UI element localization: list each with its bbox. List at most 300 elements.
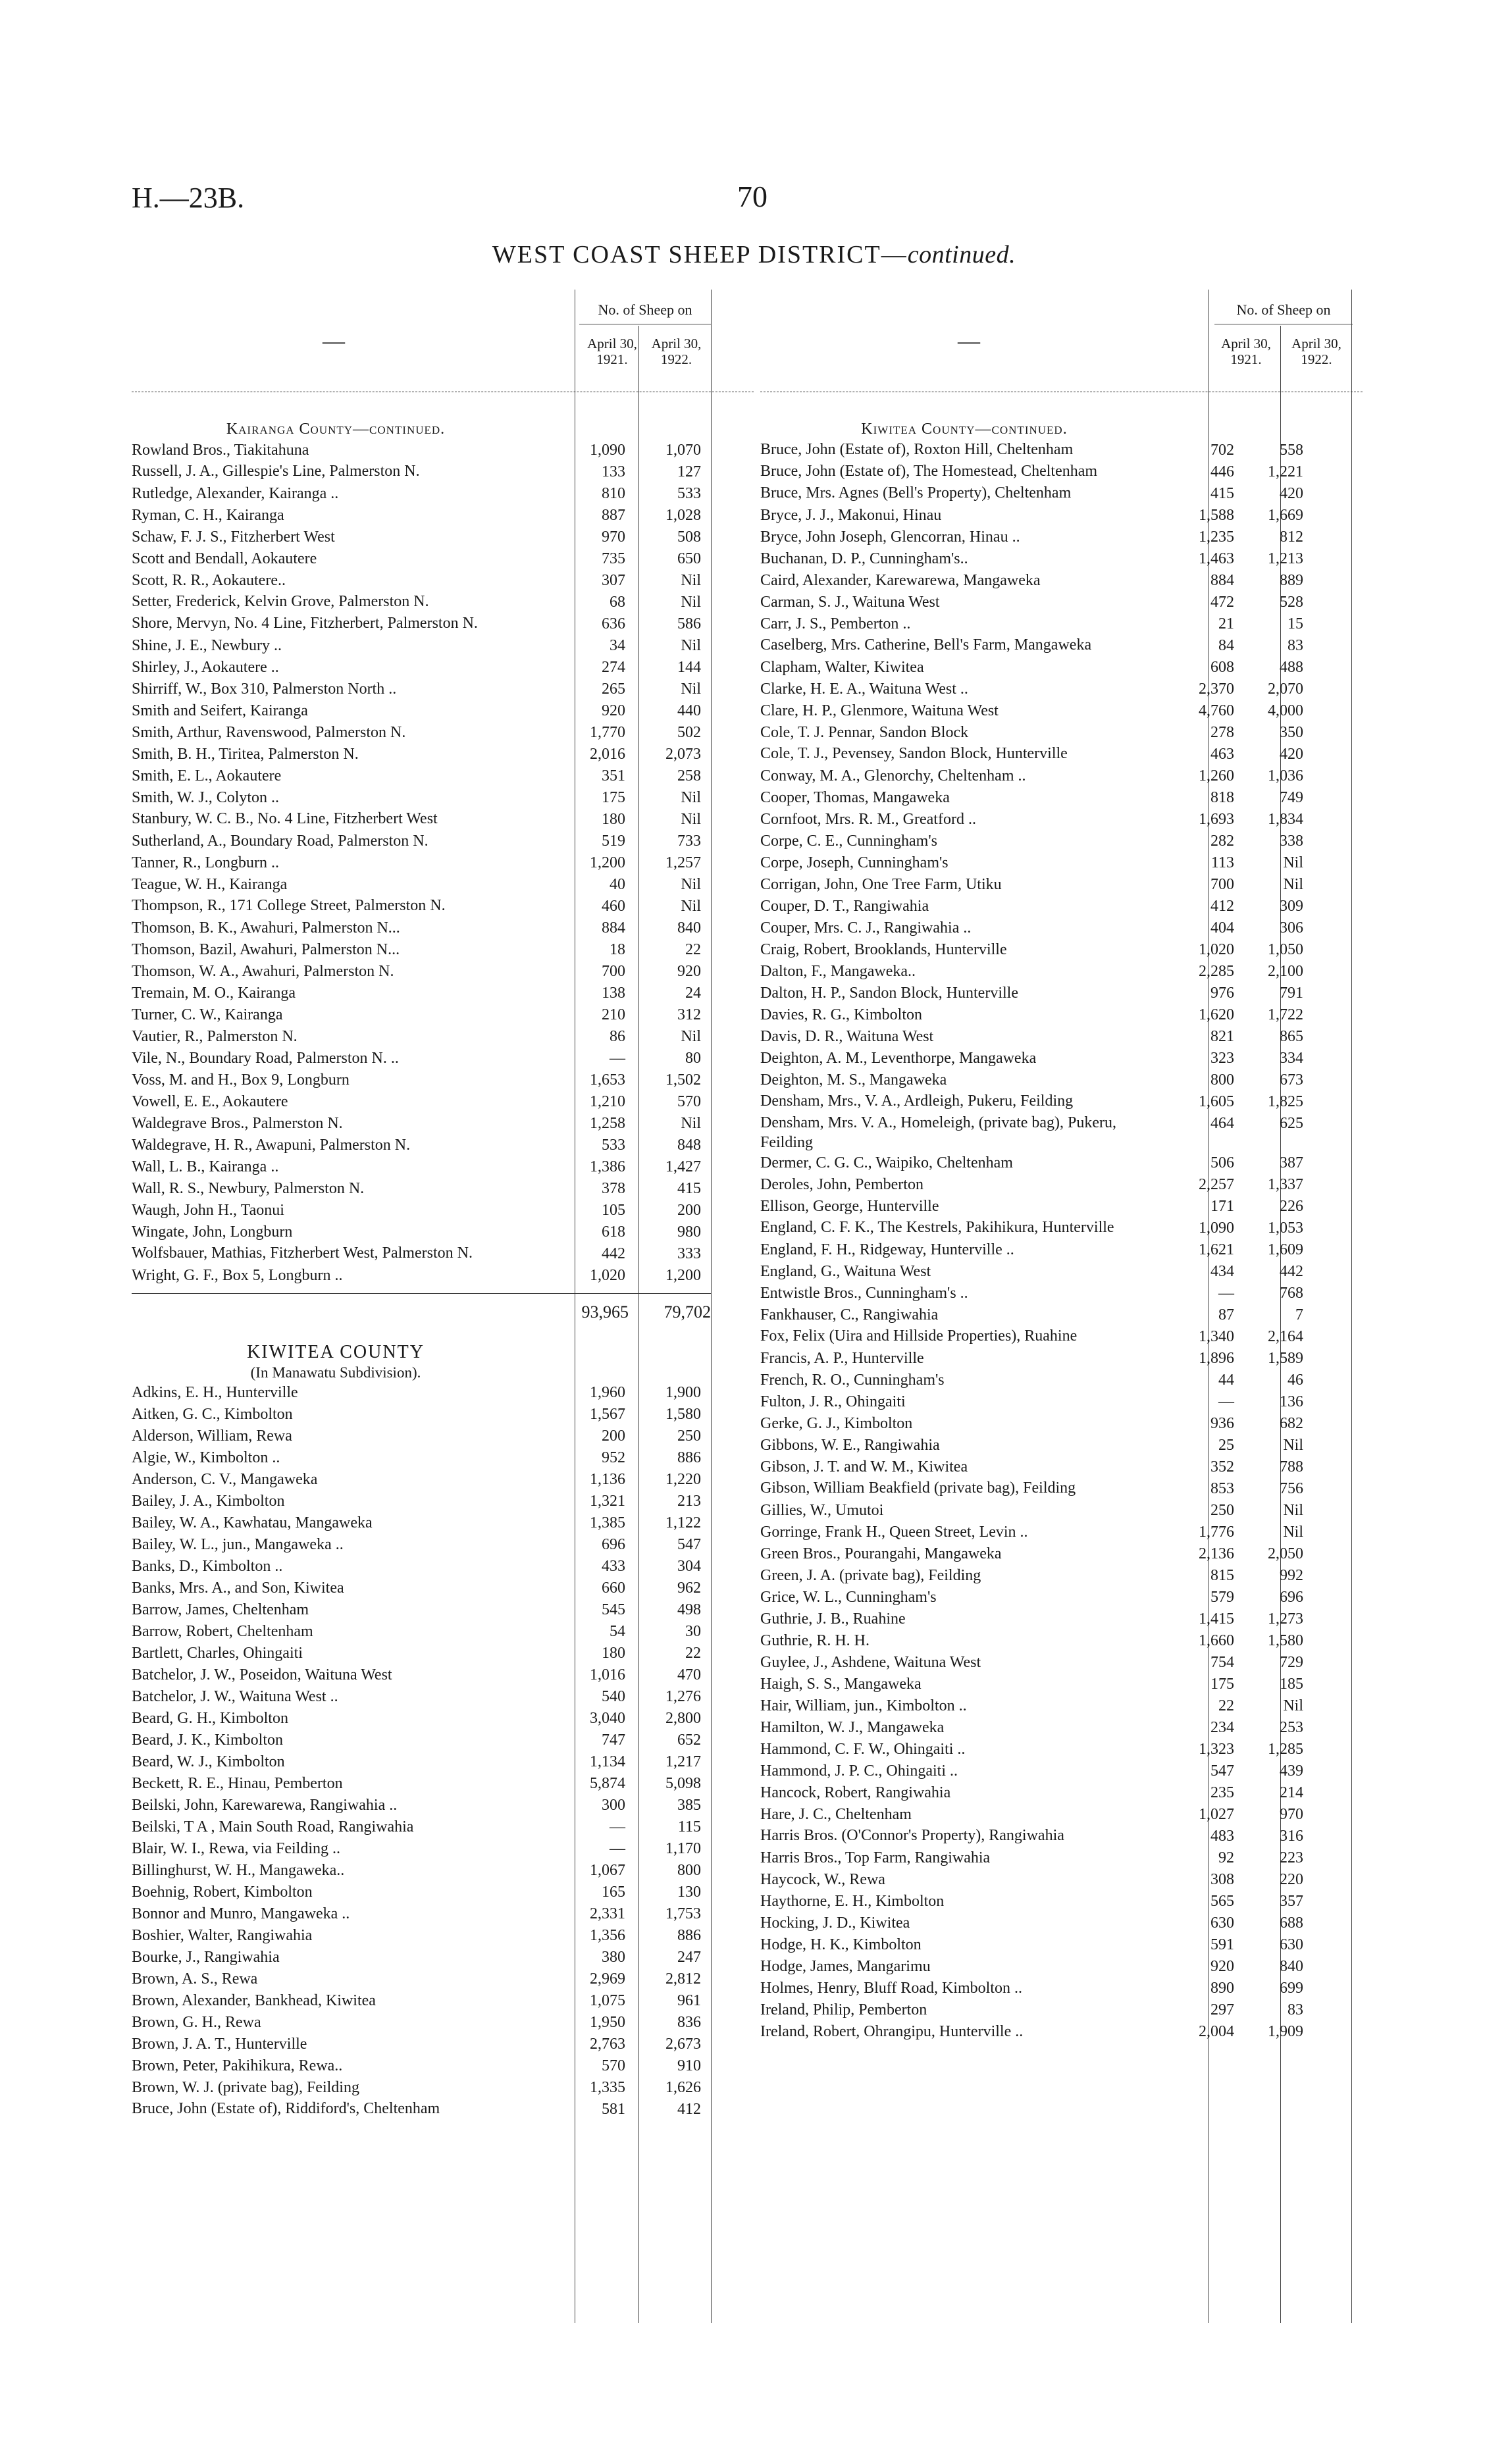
left-table-body	[132, 392, 754, 2120]
table-row	[132, 1026, 754, 1048]
sheep-1922: 788	[1280, 1458, 1303, 1476]
table-row	[132, 657, 754, 679]
table-row	[760, 548, 1363, 570]
sheep-1921: 1,075	[590, 1992, 625, 2009]
table-row	[132, 787, 754, 809]
table-row	[132, 961, 754, 983]
table-row	[132, 1447, 754, 1469]
sheep-1921: —	[1218, 1393, 1234, 1410]
sheep-1921: 1,620	[1199, 1006, 1234, 1023]
table-row	[132, 1004, 754, 1026]
sheep-1921: 818	[1210, 789, 1234, 806]
sheep-1922: 24	[685, 985, 701, 1002]
sheep-1922: 220	[1280, 1871, 1303, 1888]
sheep-1921: 1,693	[1199, 811, 1234, 828]
sheep-1922: 1,036	[1268, 767, 1303, 784]
table-row	[132, 765, 754, 787]
sheep-1921: 1,200	[590, 854, 625, 871]
sheep-1922: 1,909	[1268, 2023, 1303, 2040]
sheep-1921: 1,136	[590, 1471, 625, 1488]
owner-address: Dermer, C. G. C., Waipiko, Cheltenham	[760, 1154, 1013, 1171]
sheep-1921: 4,760	[1199, 702, 1234, 719]
owner-address: Corpe, Joseph, Cunningham's	[760, 854, 949, 871]
sheep-1921: 380	[602, 1949, 625, 1966]
sheep-1921: 1,463	[1199, 550, 1234, 567]
owner-address: Carman, S. J., Waituna West	[760, 594, 940, 611]
page-title-main: WEST COAST SHEEP DISTRICT—	[492, 241, 908, 269]
owner-address: Turner, C. W., Kairanga	[132, 1006, 283, 1023]
sheep-1921: 579	[1210, 1589, 1234, 1606]
table-row	[760, 1152, 1363, 1174]
owner-address: Conway, M. A., Glenorchy, Cheltenham ..	[760, 767, 1026, 784]
table-row	[760, 657, 1363, 679]
owner-address: Wright, G. F., Box 5, Longburn ..	[132, 1267, 343, 1284]
owner-address: Guthrie, J. B., Ruahine	[760, 1610, 906, 1628]
kiwitea-rows	[132, 1382, 754, 2120]
sheep-1922: 650	[677, 550, 701, 567]
section-subheading-kiwitea: (In Manawatu Subdivision).	[250, 1364, 421, 1381]
sheep-1921: 884	[1210, 572, 1234, 589]
owner-address: Banks, D., Kimbolton ..	[132, 1558, 283, 1575]
sheep-1922: 699	[1280, 1980, 1303, 1997]
sheep-1921: 21	[1218, 615, 1234, 632]
owner-address: Bryce, John Joseph, Glencorran, Hinau ..	[760, 528, 1020, 546]
right-table-header	[760, 290, 1363, 392]
owner-address: Cole, T. J. Pennar, Sandon Block	[760, 724, 969, 741]
sheep-1921: 618	[602, 1223, 625, 1241]
sheep-1922: 749	[1280, 789, 1303, 806]
sheep-1921: 105	[602, 1202, 625, 1219]
sheep-1921: 18	[610, 941, 625, 958]
owner-address: Hancock, Robert, Rangiwahia	[760, 1784, 951, 1801]
sheep-1921: 323	[1210, 1050, 1234, 1067]
owner-address: Bailey, J. A., Kimbolton	[132, 1493, 285, 1510]
table-row	[760, 483, 1363, 505]
table-row	[132, 1491, 754, 1512]
sheep-1921: 1,067	[590, 1862, 625, 1879]
table-row	[760, 1999, 1363, 2021]
sheep-1922: 440	[677, 702, 701, 719]
table-row	[760, 1391, 1363, 1413]
sheep-1921: 1,386	[590, 1158, 625, 1175]
sheep-1921: 404	[1210, 919, 1234, 937]
sheep-1922: 1,580	[665, 1406, 701, 1423]
sheep-1922: 1,626	[665, 2079, 701, 2096]
owner-address: England, G., Waituna West	[760, 1263, 931, 1280]
table-row	[760, 1304, 1363, 1326]
right-table-body	[760, 392, 1363, 2043]
sheep-1921: 1,235	[1199, 528, 1234, 546]
sheep-1921: 1,356	[590, 1927, 625, 1944]
table-row	[760, 1782, 1363, 1804]
sheep-1921: 307	[602, 572, 625, 589]
sheep-1922: Nil	[681, 572, 701, 589]
sheep-1922: 992	[1280, 1567, 1303, 1584]
table-row	[132, 700, 754, 722]
table-row	[760, 679, 1363, 700]
sheep-1922: 420	[1280, 746, 1303, 763]
sheep-1922: 338	[1280, 833, 1303, 850]
sheep-1921: 976	[1210, 985, 1234, 1002]
table-row	[760, 505, 1363, 526]
owner-address: Sutherland, A., Boundary Road, Palmerston N.	[132, 833, 429, 850]
sheep-1922: 130	[677, 1884, 701, 1901]
sheep-1922: 46	[1287, 1372, 1303, 1389]
sheep-1922: 696	[1280, 1589, 1303, 1606]
owner-address: Gibson, William Beakfield (private bag), Feilding	[760, 1479, 1076, 1497]
owner-address: Smith, Arthur, Ravenswood, Palmerston N.	[132, 724, 406, 741]
sheep-1921: 754	[1210, 1654, 1234, 1671]
left-table-header	[132, 290, 754, 392]
sheep-1922: 306	[1280, 919, 1303, 937]
table-row	[132, 852, 754, 874]
table-row	[760, 1717, 1363, 1739]
sheep-1922: 309	[1280, 898, 1303, 915]
sheep-1922: 333	[677, 1245, 701, 1262]
sheep-1922: 889	[1280, 572, 1303, 589]
sheep-1922: 22	[685, 941, 701, 958]
sheep-1921: 1,385	[590, 1514, 625, 1531]
owner-address: Green, J. A. (private bag), Feilding	[760, 1567, 981, 1584]
sheep-count-header: No. of Sheep on	[1236, 301, 1331, 318]
table-row	[132, 1708, 754, 1730]
sheep-1921: 1,016	[590, 1666, 625, 1683]
sheep-1922: 2,050	[1268, 1545, 1303, 1562]
owner-address: Holmes, Henry, Bluff Road, Kimbolton ..	[760, 1980, 1022, 1997]
sheep-1921: 460	[602, 898, 625, 915]
table-row	[132, 1469, 754, 1491]
table-row	[760, 1695, 1363, 1717]
sheep-1921: 2,969	[590, 1970, 625, 1988]
header-1922: April 30, 1922.	[651, 336, 702, 367]
owner-address: Schaw, F. J. S., Fitzherbert West	[132, 528, 335, 546]
table-row	[760, 1739, 1363, 1760]
sheep-1921: 165	[602, 1884, 625, 1901]
owner-address: Adkins, E. H., Hunterville	[132, 1384, 298, 1401]
owner-address: Cooper, Thomas, Mangaweka	[760, 789, 950, 806]
owner-address: Brown, J. A. T., Hunterville	[132, 2036, 307, 2053]
sheep-1922: 558	[1280, 442, 1303, 459]
sheep-1921: 2,004	[1199, 2023, 1234, 2040]
owner-address: Caselberg, Mrs. Catherine, Bell's Farm, Mangaweka	[760, 636, 1092, 654]
table-row	[760, 1760, 1363, 1782]
sheep-1922: 30	[685, 1623, 701, 1640]
table-row	[760, 700, 1363, 722]
table-row	[132, 1968, 754, 1990]
owner-address: Brown, W. J. (private bag), Feilding	[132, 2079, 359, 2096]
owner-address: Batchelor, J. W., Waituna West ..	[132, 1688, 338, 1705]
sheep-1922: 570	[677, 1093, 701, 1110]
sheep-1921: 1,960	[590, 1384, 625, 1401]
table-row	[132, 1135, 754, 1156]
table-row	[132, 1599, 754, 1621]
owner-address: Hair, William, jun., Kimbolton ..	[760, 1697, 967, 1714]
sheep-1921: 25	[1218, 1437, 1234, 1454]
table-row	[760, 1978, 1363, 1999]
sheep-1921: 1,415	[1199, 1610, 1234, 1628]
table-row	[132, 1643, 754, 1664]
sheep-1921: 113	[1210, 854, 1234, 871]
owner-address: Setter, Frederick, Kelvin Grove, Palmerston N.	[132, 593, 429, 610]
sheep-1922: 791	[1280, 985, 1303, 1002]
sheep-1922: 226	[1280, 1198, 1303, 1215]
sheep-1922: 729	[1280, 1654, 1303, 1671]
owner-address: Beilski, T A , Main South Road, Rangiwahia	[132, 1818, 414, 1835]
sheep-1922: 533	[677, 485, 701, 502]
sheep-1922: 682	[1280, 1415, 1303, 1432]
table-row	[760, 1630, 1363, 1652]
owner-address: Boehnig, Robert, Kimbolton	[132, 1884, 313, 1901]
sheep-1922: 1,825	[1268, 1093, 1303, 1110]
table-row	[760, 1869, 1363, 1891]
owner-address: Dalton, H. P., Sandon Block, Hunterville	[760, 985, 1018, 1002]
sheep-1921: 2,331	[590, 1905, 625, 1922]
sheep-1921: 250	[1210, 1502, 1234, 1519]
owner-address: Blair, W. I., Rewa, via Feilding ..	[132, 1840, 341, 1857]
sheep-1921: 1,653	[590, 1071, 625, 1089]
sheep-1921: 483	[1210, 1828, 1234, 1845]
owner-address: Brown, Peter, Pakihikura, Rewa..	[132, 2057, 343, 2074]
sheep-1921: 68	[610, 594, 625, 611]
total-1921: 93,965	[581, 1302, 629, 1322]
section-heading-kiwitea: KIWITEA COUNTY	[247, 1342, 425, 1362]
owner-address: Wall, R. S., Newbury, Palmerston N.	[132, 1180, 365, 1197]
sheep-1922: 470	[677, 1666, 701, 1683]
sheep-1922: 1,070	[665, 442, 701, 459]
table-row	[760, 1674, 1363, 1695]
owner-address: Clapham, Walter, Kiwitea	[760, 659, 924, 676]
owner-address: Vowell, E. E., Aokautere	[132, 1093, 288, 1110]
owner-address: Deighton, A. M., Leventhorpe, Mangaweka	[760, 1050, 1037, 1067]
table-row	[132, 983, 754, 1004]
owner-address: Waldegrave, H. R., Awapuni, Palmerston N.	[132, 1137, 411, 1154]
sheep-1922: 1,589	[1268, 1350, 1303, 1367]
owner-address: Bruce, John (Estate of), Roxton Hill, Cheltenham	[760, 441, 1074, 458]
sheep-1921: 747	[602, 1732, 625, 1749]
owner-address: Couper, D. T., Rangiwahia	[760, 898, 929, 915]
sheep-1922: 673	[1280, 1071, 1303, 1089]
table-row	[760, 1048, 1363, 1069]
kiwitea-continued-rows	[760, 440, 1363, 2043]
sheep-1922: 920	[677, 963, 701, 980]
owner-address: Boshier, Walter, Rangiwahia	[132, 1927, 313, 1944]
sheep-1921: 700	[1210, 876, 1234, 893]
sheep-1921: 800	[1210, 1071, 1234, 1089]
table-row	[132, 1200, 754, 1221]
owner-address: Rowland Bros., Tiakitahuna	[132, 442, 309, 459]
sheep-1921: 446	[1210, 463, 1234, 480]
sheep-1921: 54	[610, 1623, 625, 1640]
sheep-1921: 84	[1218, 637, 1234, 654]
sheep-1922: 1,427	[665, 1158, 701, 1175]
sheep-1921: 1,323	[1199, 1741, 1234, 1758]
sheep-1921: 2,763	[590, 2036, 625, 2053]
sheep-1921: 1,258	[590, 1115, 625, 1132]
table-row	[760, 939, 1363, 961]
sheep-1921: 86	[610, 1028, 625, 1045]
sheep-1921: 175	[602, 789, 625, 806]
sheep-1922: 316	[1280, 1828, 1303, 1845]
table-row	[760, 1912, 1363, 1934]
sheep-1922: 961	[677, 1992, 701, 2009]
sheep-1921: 265	[602, 680, 625, 698]
owner-address: Waugh, John H., Taonui	[132, 1202, 284, 1219]
owner-address: Bryce, J. J., Makonui, Hinau	[760, 507, 942, 524]
table-row	[132, 1990, 754, 2012]
sheep-1921: 2,285	[1199, 963, 1234, 980]
owner-address: Smith, W. J., Colyton ..	[132, 789, 280, 806]
table-row	[760, 1500, 1363, 1522]
table-row	[132, 679, 754, 700]
sheep-1921: 40	[610, 876, 625, 893]
owner-address: Thomson, Bazil, Awahuri, Palmerston N...	[132, 941, 400, 958]
sheep-1921: 1,134	[590, 1753, 625, 1770]
table-row	[760, 831, 1363, 852]
table-row	[760, 635, 1363, 657]
table-row	[132, 939, 754, 961]
table-row	[132, 1243, 754, 1265]
table-row	[760, 787, 1363, 809]
name-header-dash: —	[323, 329, 345, 353]
table-row	[132, 831, 754, 852]
table-row	[132, 1925, 754, 1947]
sheep-1922: Nil	[1283, 854, 1303, 871]
sheep-1921: 2,257	[1199, 1176, 1234, 1193]
table-row	[760, 1026, 1363, 1048]
owner-address: Beckett, R. E., Hinau, Pemberton	[132, 1775, 343, 1792]
sheep-1921: 519	[602, 833, 625, 850]
sheep-1921: 1,950	[590, 2014, 625, 2031]
table-row	[132, 874, 754, 896]
sheep-1922: 127	[677, 463, 701, 480]
sheep-1922: 223	[1280, 1849, 1303, 1866]
table-row	[132, 1903, 754, 1925]
sheep-1921: 434	[1210, 1263, 1234, 1280]
sheep-1921: 138	[602, 985, 625, 1002]
table-row	[760, 852, 1363, 874]
sheep-1922: 2,673	[665, 2036, 701, 2053]
table-row	[760, 1239, 1363, 1261]
owner-address: Green Bros., Pourangahi, Mangaweka	[760, 1545, 1002, 1562]
table-row	[760, 1091, 1363, 1113]
sheep-1921: 1,260	[1199, 767, 1234, 784]
sheep-1922: 1,285	[1268, 1741, 1303, 1758]
sheep-1921: 810	[602, 485, 625, 502]
sheep-1921: 1,020	[1199, 941, 1234, 958]
owner-address: Hodge, H. K., Kimbolton	[760, 1936, 922, 1953]
sheep-1921: 636	[602, 615, 625, 632]
sheep-1922: 253	[1280, 1719, 1303, 1736]
sheep-1922: Nil	[1283, 876, 1303, 893]
sheep-1922: 502	[677, 724, 701, 741]
sheep-1922: 312	[677, 1006, 701, 1023]
report-reference: H.—23B.	[132, 182, 245, 214]
table-row	[760, 1608, 1363, 1630]
sheep-1921: 545	[602, 1601, 625, 1618]
table-row	[760, 1413, 1363, 1435]
sheep-1921: 660	[602, 1579, 625, 1597]
sheep-1922: 836	[677, 2014, 701, 2031]
owner-address: Aitken, G. C., Kimbolton	[132, 1406, 293, 1423]
sheep-1922: 812	[1280, 528, 1303, 546]
sheep-1921: 44	[1218, 1372, 1234, 1389]
owner-address: Thompson, R., 171 College Street, Palmerston N.	[132, 897, 446, 914]
table-row	[760, 765, 1363, 787]
sheep-1922: 630	[1280, 1936, 1303, 1953]
sheep-1921: 234	[1210, 1719, 1234, 1736]
sheep-1921: 1,605	[1199, 1093, 1234, 1110]
sheep-1921: 821	[1210, 1028, 1234, 1045]
sheep-1921: 463	[1210, 746, 1234, 763]
sheep-1922: 1,200	[665, 1267, 701, 1284]
table-row	[132, 1621, 754, 1643]
table-row	[760, 1956, 1363, 1978]
page-title	[0, 240, 1508, 269]
sheep-count-header: No. of Sheep on	[598, 301, 692, 318]
owner-address: Billinghurst, W. H., Mangaweka..	[132, 1862, 345, 1879]
sheep-1922: 387	[1280, 1154, 1303, 1171]
sheep-1922: 420	[1280, 485, 1303, 502]
table-row	[760, 1113, 1363, 1152]
sheep-1921: 210	[602, 1006, 625, 1023]
sheep-1922: 886	[677, 1449, 701, 1466]
table-row	[760, 613, 1363, 635]
owner-address: Russell, J. A., Gillespie's Line, Palmerston N.	[132, 463, 420, 480]
sheep-1921: 352	[1210, 1458, 1234, 1476]
sheep-1921: 1,321	[590, 1493, 625, 1510]
sheep-1921: 300	[602, 1797, 625, 1814]
table-row	[132, 1156, 754, 1178]
sheep-1921: 282	[1210, 833, 1234, 850]
owner-address: Beard, J. K., Kimbolton	[132, 1732, 283, 1749]
sheep-1922: 980	[677, 1223, 701, 1241]
owner-address: Wall, L. B., Kairanga ..	[132, 1158, 279, 1175]
total-1922: 79,702	[663, 1302, 711, 1322]
owner-address: Ireland, Philip, Pemberton	[760, 2001, 927, 2018]
table-row	[760, 1261, 1363, 1283]
sheep-1922: Nil	[681, 594, 701, 611]
sheep-1921: 351	[602, 767, 625, 784]
sheep-1922: Nil	[681, 789, 701, 806]
owner-address: Brown, A. S., Rewa	[132, 1970, 258, 1988]
sheep-1922: 136	[1280, 1393, 1303, 1410]
sheep-1921: 180	[602, 1645, 625, 1662]
table-row	[132, 526, 754, 548]
sheep-1921: 2,136	[1199, 1545, 1234, 1562]
owner-address: Teague, W. H., Kairanga	[132, 876, 288, 893]
owner-address: Densham, Mrs., V. A., Ardleigh, Pukeru, Feilding	[760, 1092, 1074, 1110]
table-row	[760, 1934, 1363, 1956]
owner-address: Buchanan, D. P., Cunningham's..	[760, 550, 968, 567]
table-row	[760, 1478, 1363, 1500]
sheep-1922: 840	[1280, 1958, 1303, 1975]
sheep-1922: 144	[677, 659, 701, 676]
table-row	[760, 461, 1363, 483]
owner-address: Grice, W. L., Cunningham's	[760, 1589, 937, 1606]
owner-address: Clare, H. P., Glenmore, Waituna West	[760, 702, 999, 719]
sheep-1922: 1,669	[1268, 507, 1303, 524]
sheep-1922: 83	[1287, 637, 1303, 654]
owner-address: Thomson, W. A., Awahuri, Palmerston N.	[132, 963, 394, 980]
owner-address: Caird, Alexander, Karewarewa, Mangaweka	[760, 572, 1041, 589]
table-row	[760, 874, 1363, 896]
sheep-1921: 472	[1210, 594, 1234, 611]
sheep-1921: 570	[602, 2057, 625, 2074]
owner-address: Shore, Mervyn, No. 4 Line, Fitzherbert, Palmerston N.	[132, 615, 478, 632]
sheep-1922: 1,257	[665, 854, 701, 871]
sheep-1922: 1,900	[665, 1384, 701, 1401]
sheep-1921: 591	[1210, 1936, 1234, 1953]
